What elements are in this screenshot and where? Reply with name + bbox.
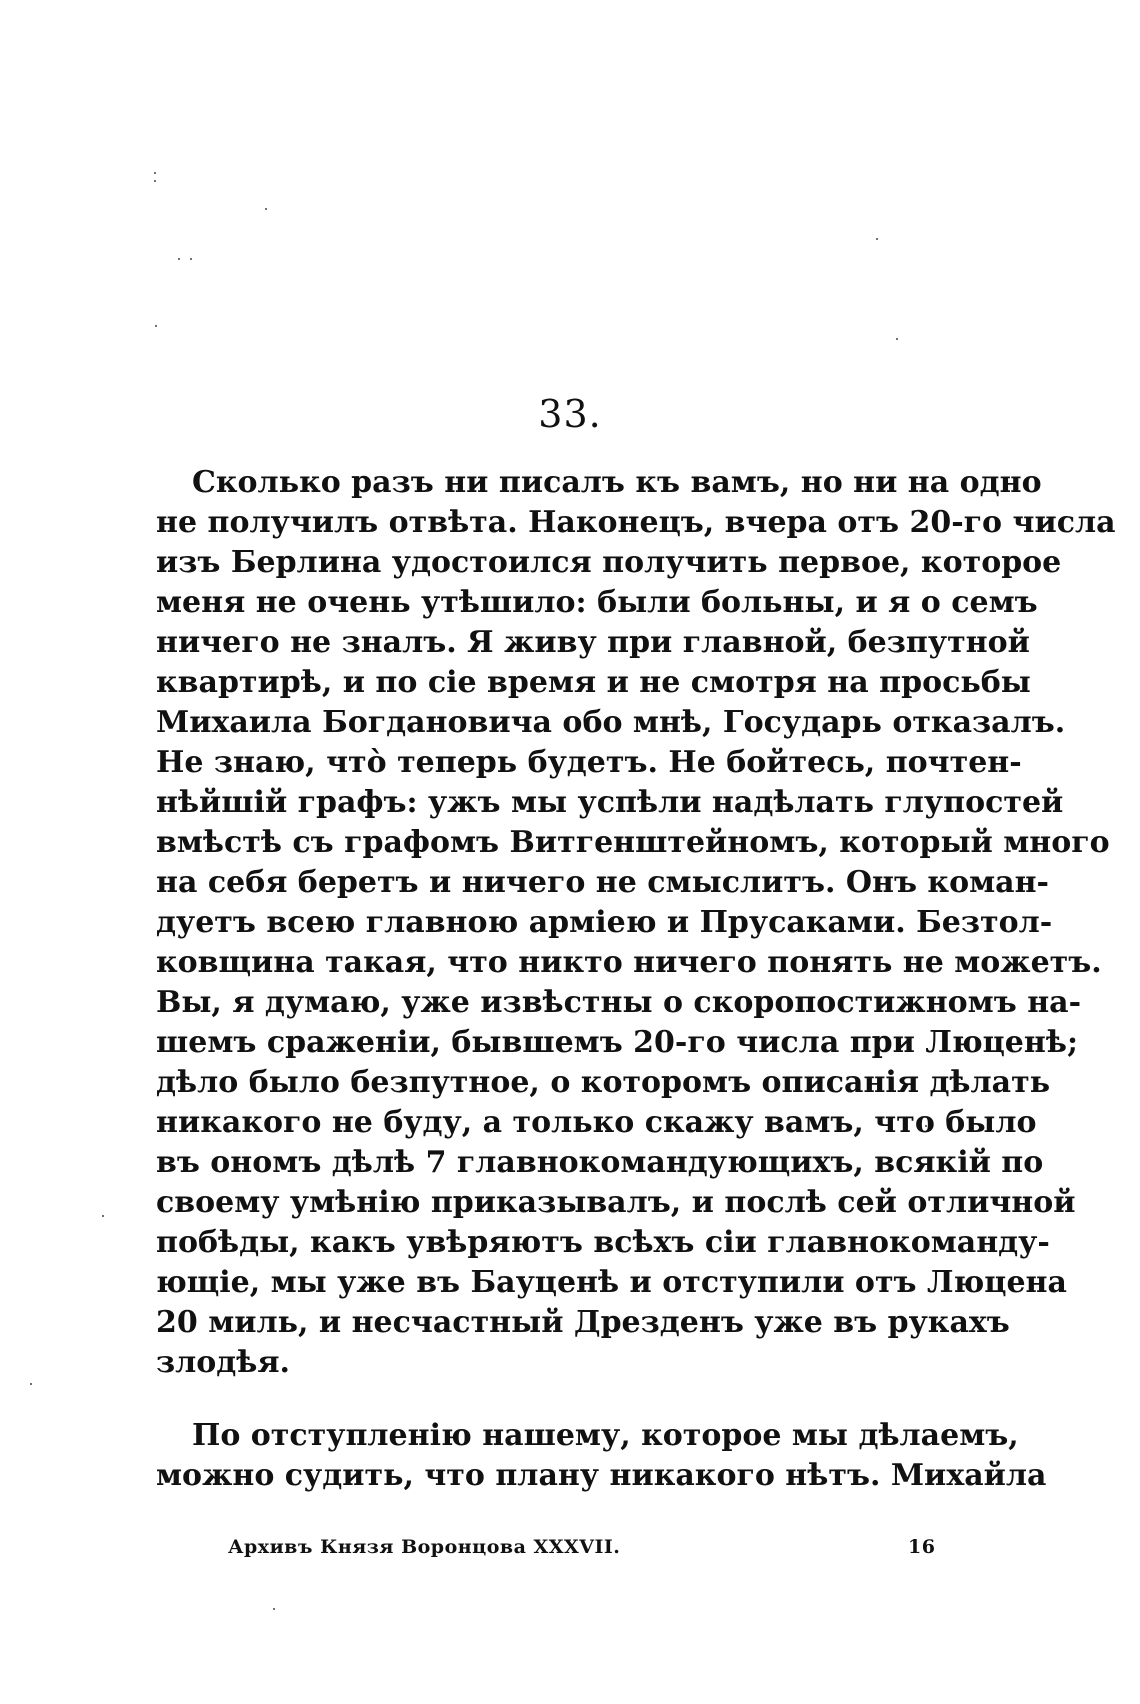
text-line: квартирѣ, и по сіе время и не смотря на просьбы bbox=[156, 665, 1031, 700]
print-speck bbox=[154, 172, 156, 174]
text-line: Сколько разъ ни писалъ къ вамъ, но ни на одно bbox=[192, 465, 1042, 500]
text-line: шемъ сраженіи, бывшемъ 20-го числа при Люценѣ; bbox=[156, 1025, 1079, 1060]
text-line: Не знаю, чтò теперь будетъ. Не бойтесь, почтен- bbox=[156, 745, 1022, 780]
print-speck bbox=[876, 238, 878, 240]
text-line: 20 миль, и несчастный Дрезденъ уже въ рукахъ bbox=[156, 1305, 1010, 1340]
text-line: въ ономъ дѣлѣ 7 главнокомандующихъ, всякій по bbox=[156, 1145, 1044, 1180]
print-speck bbox=[190, 258, 192, 260]
print-speck bbox=[265, 208, 267, 210]
text-line: вмѣстѣ съ графомъ Витгенштейномъ, который много bbox=[156, 825, 1110, 860]
text-line: Вы, я думаю, уже извѣстны о скоропостижномъ на- bbox=[156, 985, 1082, 1020]
letter-number: 33. bbox=[538, 392, 602, 436]
text-line: По отступленію нашему, которое мы дѣлаемъ, bbox=[192, 1418, 1019, 1453]
text-line: ничего не зналъ. Я живу при главной, безпутной bbox=[156, 625, 1030, 660]
text-line: на себя беретъ и ничего не смыслитъ. Онъ коман- bbox=[156, 865, 1049, 900]
letter-paragraph-2 bbox=[156, 1416, 1047, 1496]
text-line: не получилъ отвѣта. Наконецъ, вчера отъ 20-го числа bbox=[156, 505, 1116, 540]
text-line: ющіе, мы уже въ Бауценѣ и отступили отъ Люцена bbox=[156, 1265, 1067, 1300]
text-line: никакого не буду, а только скажу вамъ, что было bbox=[156, 1105, 1037, 1140]
letter-paragraph-1 bbox=[156, 463, 1116, 1383]
print-speck bbox=[273, 1608, 275, 1610]
text-line: злодѣя. bbox=[156, 1345, 291, 1380]
text-line: Михаила Богдановича обо мнѣ, Государь отказалъ. bbox=[156, 705, 1066, 740]
text-line: нѣйшій графъ: ужъ мы успѣли надѣлать глупостей bbox=[156, 785, 1064, 820]
text-line: своему умѣнію приказывалъ, и послѣ сей отличной bbox=[156, 1185, 1076, 1220]
print-speck bbox=[896, 338, 898, 340]
print-speck bbox=[155, 325, 157, 327]
print-speck bbox=[154, 180, 156, 182]
footer-title: Архивъ Князя Воронцова XXXVII. bbox=[228, 1536, 621, 1558]
print-speck bbox=[30, 1383, 32, 1385]
text-line: меня не очень утѣшило: были больны, и я о семъ bbox=[156, 585, 1038, 620]
print-speck bbox=[102, 1215, 104, 1217]
page-footer bbox=[228, 1536, 936, 1566]
print-speck bbox=[178, 258, 180, 260]
signature-mark: 16 bbox=[908, 1536, 936, 1558]
text-line: можно судить, что плану никакого нѣтъ. Михайла bbox=[156, 1458, 1047, 1493]
text-line: изъ Берлина удостоился получить первое, которое bbox=[156, 545, 1062, 580]
text-line: дуетъ всею главною арміею и Прусаками. Безтол- bbox=[156, 905, 1053, 940]
text-line: дѣло было безпутное, о которомъ описанія дѣлать bbox=[156, 1065, 1051, 1100]
text-line: побѣды, какъ увѣряютъ всѣхъ сіи главнокоманду- bbox=[156, 1225, 1050, 1260]
text-line: ковщина такая, что никто ничего понять не можетъ. bbox=[156, 945, 1102, 980]
